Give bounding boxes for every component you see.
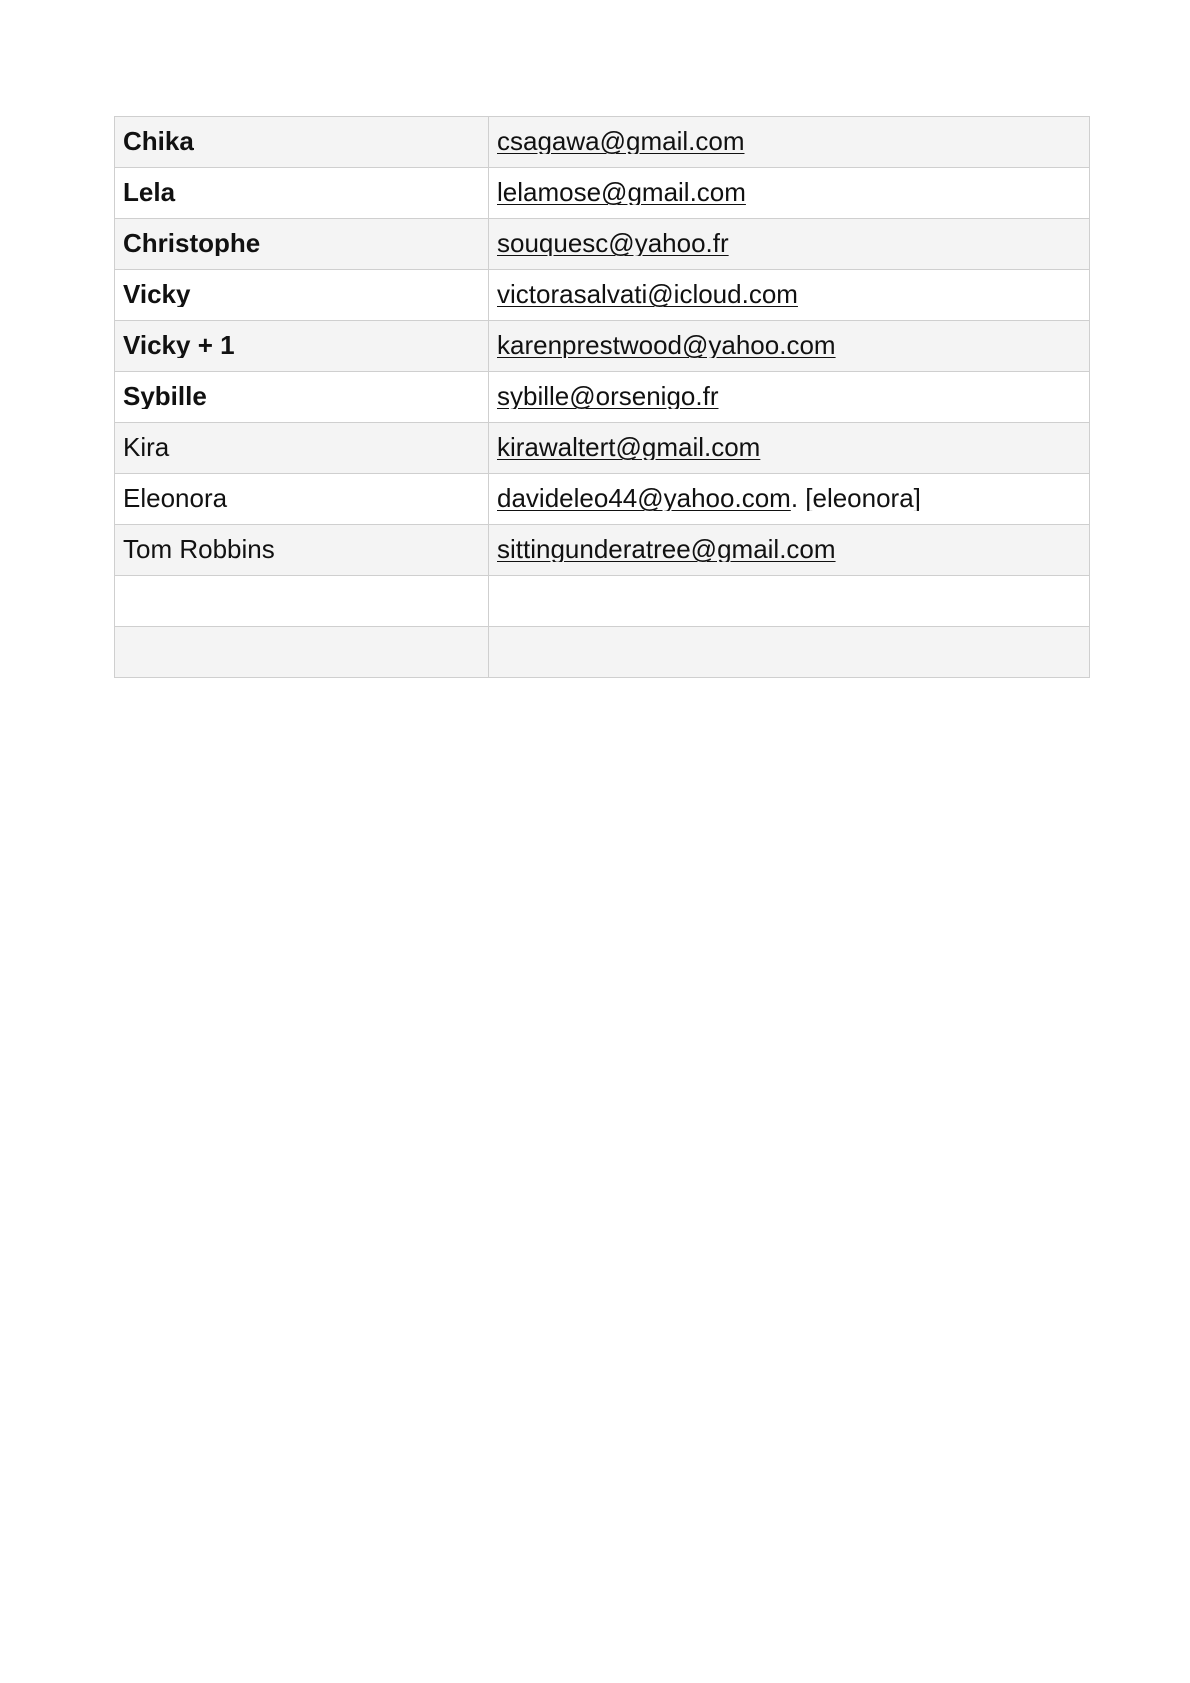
email-cell	[489, 219, 1090, 270]
contact-name: Kira	[123, 432, 170, 460]
name-cell	[115, 474, 489, 525]
email-cell	[489, 474, 1090, 525]
name-cell	[115, 423, 489, 474]
contact-name: Chika	[123, 126, 194, 154]
name-cell	[115, 372, 489, 423]
table-row	[115, 525, 1090, 576]
table-row	[115, 474, 1090, 525]
name-cell	[115, 525, 489, 576]
contact-name: Eleonora	[123, 483, 228, 511]
name-cell[interactable]	[115, 576, 489, 627]
email-note: . [eleonora]	[790, 483, 921, 511]
contact-name: Lela	[123, 177, 176, 205]
email-link[interactable]: lelamose@gmail.com	[497, 177, 746, 205]
email-cell	[489, 321, 1090, 372]
contact-name: Vicky + 1	[123, 330, 235, 358]
name-cell[interactable]	[115, 627, 489, 678]
email-cell	[489, 168, 1090, 219]
email-link[interactable]: sybille@orsenigo.fr	[497, 381, 719, 409]
email-link[interactable]: davideleo44@yahoo.com	[497, 483, 791, 511]
contacts-table	[114, 116, 1090, 678]
table-row	[115, 219, 1090, 270]
contact-name: Sybille	[123, 381, 207, 409]
name-cell	[115, 270, 489, 321]
email-cell[interactable]	[489, 576, 1090, 627]
table-row	[115, 117, 1090, 168]
email-cell	[489, 117, 1090, 168]
email-link[interactable]: csagawa@gmail.com	[497, 126, 745, 154]
table-row	[115, 423, 1090, 474]
table-row	[115, 270, 1090, 321]
contact-name: Vicky	[123, 279, 191, 307]
email-cell[interactable]	[489, 627, 1090, 678]
email-cell	[489, 525, 1090, 576]
email-link[interactable]: victorasalvati@icloud.com	[497, 279, 798, 307]
name-cell	[115, 321, 489, 372]
table-row	[115, 627, 1090, 678]
email-link[interactable]: souquesc@yahoo.fr	[497, 228, 729, 256]
table-row	[115, 372, 1090, 423]
contact-name: Tom Robbins	[123, 534, 275, 562]
email-cell	[489, 372, 1090, 423]
table-row	[115, 576, 1090, 627]
contact-name: Christophe	[123, 228, 261, 256]
email-cell	[489, 423, 1090, 474]
table-row	[115, 168, 1090, 219]
email-cell	[489, 270, 1090, 321]
email-link[interactable]: karenprestwood@yahoo.com	[497, 330, 836, 358]
table-row	[115, 321, 1090, 372]
name-cell	[115, 168, 489, 219]
name-cell	[115, 219, 489, 270]
name-cell	[115, 117, 489, 168]
email-link[interactable]: kirawaltert@gmail.com	[497, 432, 761, 460]
email-link[interactable]: sittingunderatree@gmail.com	[497, 534, 836, 562]
